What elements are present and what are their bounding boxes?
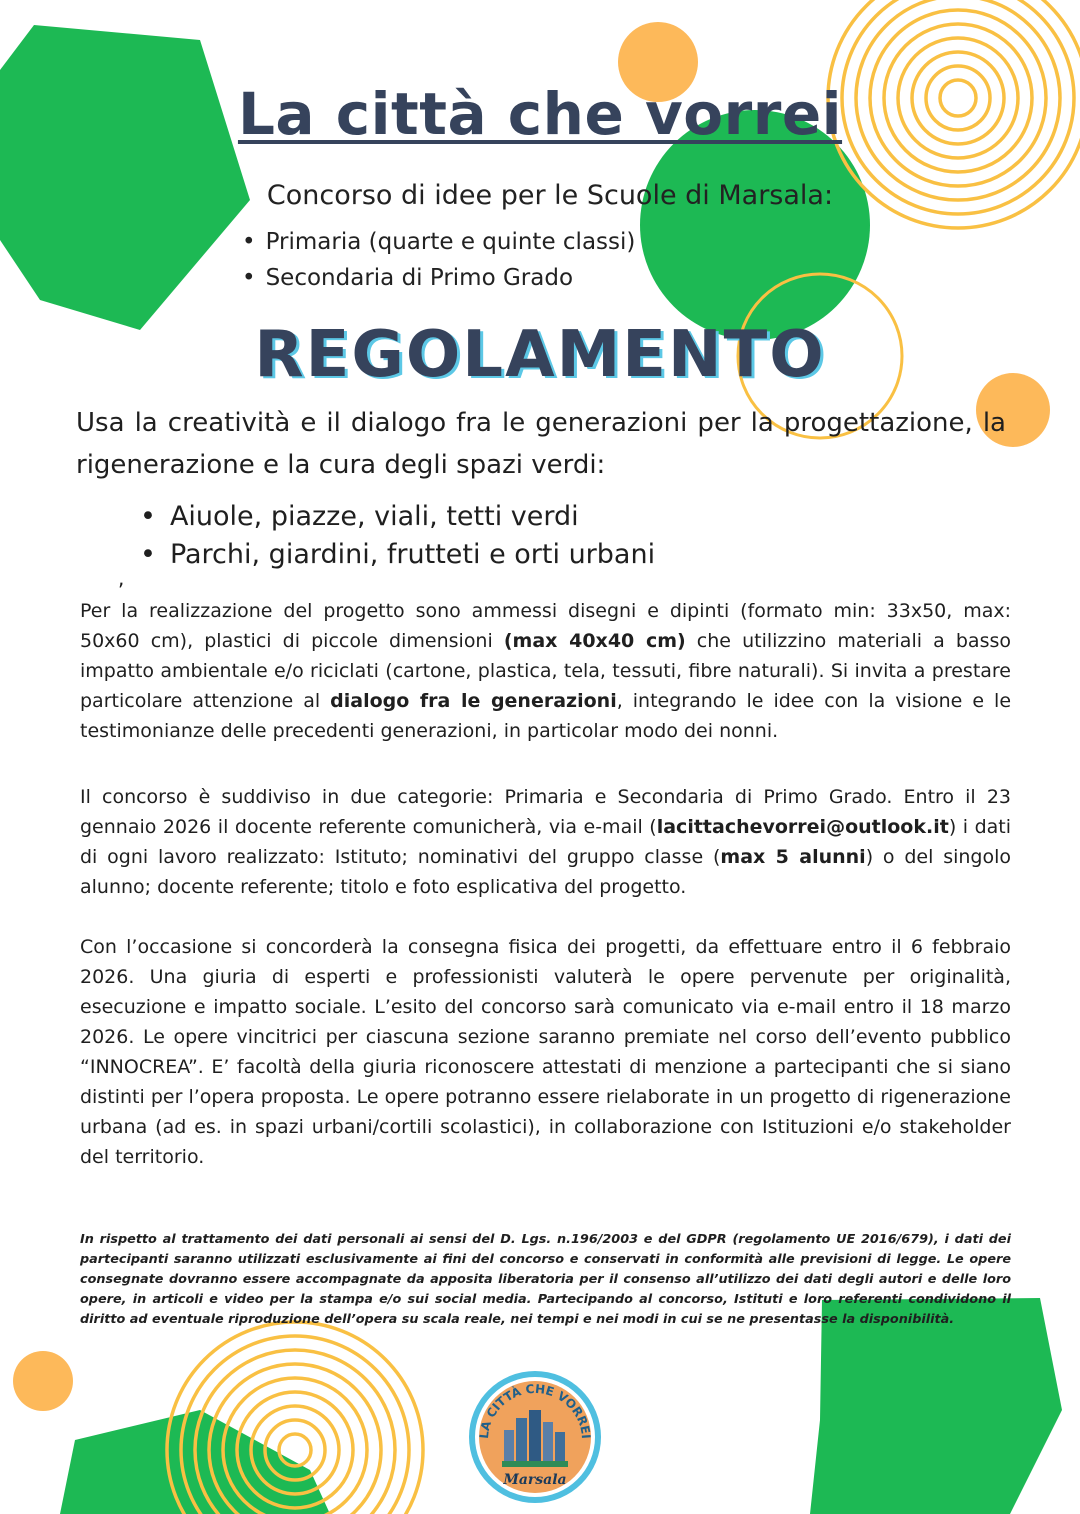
regolamento-heading: REGOLAMENTO bbox=[254, 318, 826, 392]
intro-text: Usa la creatività e il dialogo fra le generazioni per la progettazione, la rigenerazione e la cura degli spazi verdi: bbox=[76, 408, 1006, 480]
paragraph-categories bbox=[80, 782, 1011, 902]
privacy-notice: In rispetto al trattamento dei dati personali ai sensi del D. Lgs. n.196/2003 e del GDPR (regolamento UE 2016/679), i dati dei partecipanti saranno utilizzati esclusivamente ai fini del concorso e conservati in conformità alle previsioni di legge. Le opere consegnate dovranno essere accompagnate da apposita liberatoria per il consenso all’utilizzo dei dati degli autori e delle loro opere, in articoli e video per la stampa e/o sui social media. Partecipando al concorso, Istituti e loro referenti condividono il diritto ad eventuale riproduzione dell’opera su scala reale, nei tempi e nei modi in cui se ne presentasse la disponibilità. bbox=[80, 1232, 1011, 1327]
logo-text-top: LA CITTÀ CHE VORREI bbox=[476, 1381, 594, 1440]
bold-text: max 5 alunni bbox=[720, 846, 866, 868]
text-run: Per la realizzazione del progetto sono ammessi disegni e dipinti (formato min: 33x50, max: 50x60 cm), plastici di piccole dimensioni bbox=[80, 600, 1011, 652]
spaces-list bbox=[140, 498, 655, 574]
la-citta-che-vorrei-logo bbox=[466, 1368, 604, 1506]
bold-text: dialogo fra le generazioni bbox=[330, 690, 617, 712]
text-run: ) i dati di ogni lavoro realizzato: Istituto; nominativi del gruppo classe ( bbox=[80, 816, 1011, 868]
paragraph-materials bbox=[80, 596, 1011, 746]
list-item: • Parchi, giardini, frutteti e orti urbani bbox=[140, 536, 655, 574]
schools-list bbox=[242, 224, 635, 296]
email-address[interactable]: lacittachevorrei@outlook.it bbox=[656, 816, 949, 838]
text-run: che utilizzino materiali a basso impatto ambientale e/o riciclati (cartone, plastica, tela, tessuti, fibre naturali). Si invita a prestare particolare attenzione al bbox=[80, 630, 1011, 712]
text-run: Il concorso è suddiviso in due categorie: Primaria e Secondaria di Primo Grado. Entro il 23 gennaio 2026 il docente referente comunicherà, via e-mail ( bbox=[80, 786, 1011, 838]
text-run: , integrando le idee con la visione e le testimonianze delle precedenti generazioni, in particolar modo dei nonni. bbox=[80, 690, 1012, 742]
bold-text: (max 40x40 cm) bbox=[503, 630, 686, 652]
paragraph-delivery: Con l’occasione si concorderà la consegna fisica dei progetti, da effettuare entro il 6 febbraio 2026. Una giuria di esperti e professionisti valuterà le opere pervenute per originalità, esecuzione e impatto sociale. L’esito del concorso sarà comunicato via e-mail entro il 18 marzo 2026. Le opere vincitrici per ciascuna sezione saranno premiate nel corso dell’evento pubblico “INNOCREA”. E’ facoltà della giuria riconoscere attestati di menzione a partecipanti che si siano distinti per l’opera proposta. Le opere potranno essere rielaborate in un progetto di rigenerazione urbana (ad es. in spazi urbani/cortili scolastici), in collaborazione con Istituzioni e/o stakeholder del territorio. bbox=[80, 936, 1011, 1168]
stray-mark: , bbox=[118, 566, 125, 590]
list-item: • Secondaria di Primo Grado bbox=[242, 260, 635, 296]
text-run: ) o del singolo alunno; docente referente; titolo e foto esplicativa del progetto. bbox=[80, 846, 1012, 898]
subtitle: Concorso di idee per le Scuole di Marsala: bbox=[266, 180, 834, 211]
logo-text-bottom: Marsala bbox=[503, 1472, 567, 1488]
list-item: • Primaria (quarte e quinte classi) bbox=[242, 224, 635, 260]
list-item: • Aiuole, piazze, viali, tetti verdi bbox=[140, 498, 655, 536]
page-title: La città che vorrei bbox=[237, 80, 843, 148]
